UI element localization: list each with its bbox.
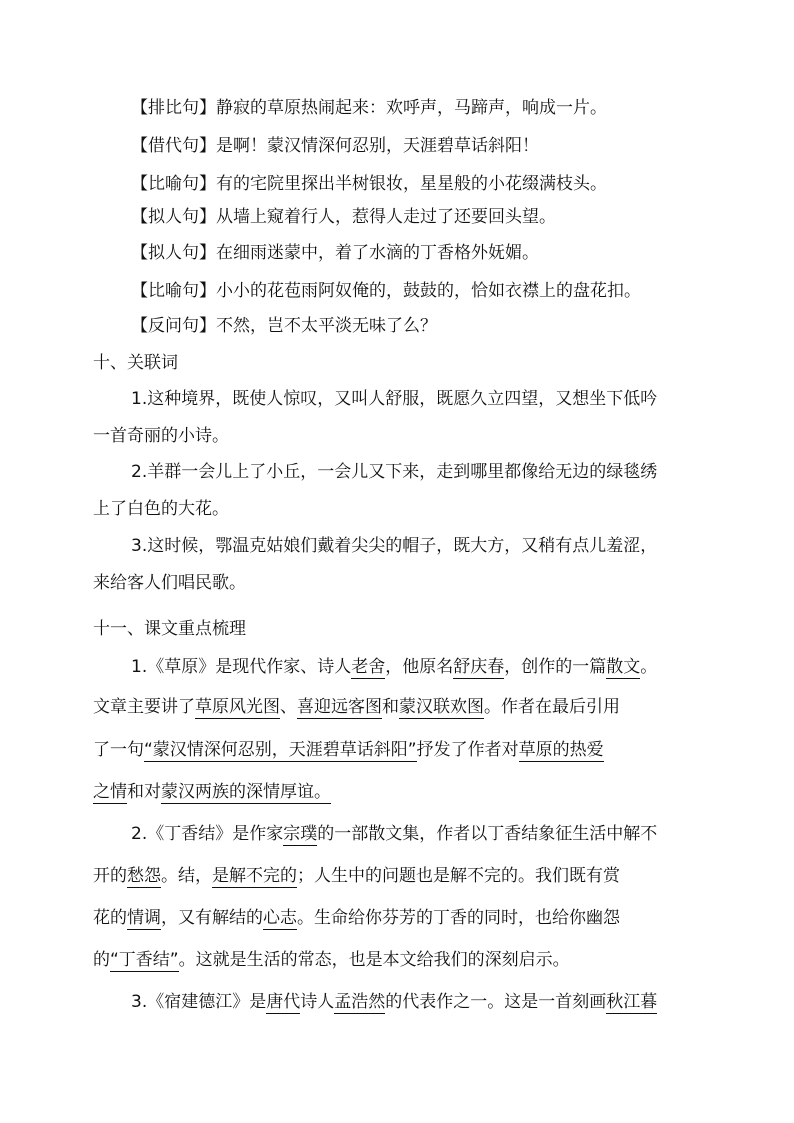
key-term: 喜迎远客图: [297, 697, 382, 717]
summary-3-line-1: [131, 990, 657, 1014]
text: ，创作的一篇: [504, 657, 607, 677]
section-10-title: 十、关联词: [93, 353, 178, 373]
key-term: 心志: [263, 908, 297, 928]
rhetoric-line-3: [131, 172, 607, 196]
rhetoric-tag: 【拟人句】: [131, 243, 216, 263]
rhetoric-line-1: [131, 96, 607, 120]
conjunction-item-1-line-2: 一首奇丽的小诗。: [93, 426, 229, 446]
key-term: 宗璞: [283, 824, 318, 844]
rhetoric-text: 在细雨迷蒙中，着了水滴的丁香格外妩媚。: [216, 243, 539, 263]
rhetoric-line-4: [131, 205, 556, 229]
rhetoric-text: 是啊！蒙汉情深何忍别，天涯碧草话斜阳！: [216, 136, 539, 156]
rhetoric-tag: 【比喻句】: [131, 281, 216, 301]
summary-1-line-2: [93, 695, 620, 719]
key-term: “蒙汉情深何忍别，天涯碧草话斜阳”: [144, 740, 417, 760]
rhetoric-tag: 【拟人句】: [131, 207, 216, 227]
summary-1-line-4: [93, 780, 331, 804]
text: 了一句: [93, 740, 144, 760]
rhetoric-text: 不然，岂不太平淡无味了么？: [216, 316, 437, 336]
key-term: 草原的热爱: [518, 740, 604, 760]
key-term: 情调: [127, 908, 161, 928]
conjunction-item-3-line-1: 3.这时候，鄂温克姑娘们戴着尖尖的帽子，既大方，又稍有点儿羞涩，: [131, 536, 658, 556]
key-term: 蒙汉两族的深情厚谊。: [161, 782, 331, 802]
text: 花的: [93, 908, 127, 928]
key-term: 唐代: [266, 992, 301, 1012]
conjunction-item-3-line-2: 来给客人们唱民歌。: [93, 573, 246, 593]
text: 2.《丁香结》是作家: [131, 824, 284, 844]
text: 。这就是生活的常态，也是本文给我们的深刻启示。: [178, 950, 570, 970]
text: ；人生中的问题也是解不完的。我们既有赏: [297, 866, 620, 886]
text: 3.《宿建德江》是: [131, 992, 267, 1012]
rhetoric-line-6: [131, 279, 641, 303]
rhetoric-tag: 【借代句】: [131, 136, 216, 156]
rhetoric-text: 小小的花苞雨阿奴俺的，鼓鼓的，恰如衣襟上的盘花扣。: [216, 281, 641, 301]
rhetoric-line-7: [131, 314, 437, 338]
summary-1-line-3: [93, 738, 604, 762]
rhetoric-tag: 【反问句】: [131, 316, 216, 336]
text: 和: [382, 697, 399, 717]
key-term: 秋江暮: [606, 992, 658, 1012]
key-term: 舒庆春: [453, 657, 505, 677]
text: 1.《草原》是现代作家、诗人: [131, 657, 352, 677]
rhetoric-tag: 【排比句】: [131, 98, 216, 118]
text: 和对: [127, 782, 161, 802]
rhetoric-text: 从墙上窥着行人，惹得人走过了还要回头望。: [216, 207, 556, 227]
key-term: 孟浩然: [334, 992, 386, 1012]
key-term: 之情: [93, 782, 127, 802]
rhetoric-text: 有的宅院里探出半树银妆，星星般的小花缀满枝头。: [216, 174, 607, 194]
summary-2-line-2: [93, 864, 620, 888]
summary-2-line-4: [93, 948, 570, 972]
rhetoric-text: 静寂的草原热闹起来：欢呼声，马蹄声，响成一片。: [216, 98, 607, 118]
text: 。作者在最后引用: [484, 697, 620, 717]
text: 开的: [93, 866, 127, 886]
text: 文章主要讲了: [93, 697, 195, 717]
text: 的一部散文集，作者以丁香结象征生活中解不: [317, 824, 658, 844]
summary-2-line-3: [93, 906, 620, 930]
key-term: 是解不完的: [212, 866, 297, 886]
key-term: 散文: [606, 657, 641, 677]
key-term: 蒙汉联欢图: [399, 697, 484, 717]
text: 。结，: [161, 866, 212, 886]
text: ，又有解结的: [161, 908, 263, 928]
summary-1-line-1: [131, 655, 657, 679]
text: 的代表作之一。这是一首刻画: [385, 992, 607, 1012]
rhetoric-tag: 【比喻句】: [131, 174, 216, 194]
rhetoric-line-2: [131, 134, 539, 158]
key-term: “丁香结”: [110, 950, 179, 970]
text: 诗人: [300, 992, 335, 1012]
text: 抒发了作者对: [416, 740, 519, 760]
summary-2-line-1: [131, 822, 657, 846]
key-term: 老舍: [351, 657, 386, 677]
conjunction-item-2-line-1: 2.羊群一会儿上了小丘，一会儿又下来，走到哪里都像给无边的绿毯绣: [131, 462, 658, 482]
text: ，他原名: [385, 657, 454, 677]
text: 的: [93, 950, 110, 970]
conjunction-item-1-line-1: 1.这种境界，既使人惊叹，又叫人舒服，既愿久立四望，又想坐下低吟: [131, 389, 658, 409]
text: 。: [640, 657, 658, 677]
rhetoric-line-5: [131, 241, 539, 265]
text: 。生命给你芬芳的丁香的同时，也给你幽怨: [297, 908, 620, 928]
key-term: 愁怨: [127, 866, 161, 886]
text: 、: [280, 697, 297, 717]
conjunction-item-2-line-2: 上了白色的大花。: [93, 499, 229, 519]
key-term: 草原风光图: [195, 697, 280, 717]
section-11-title: 十一、课文重点梳理: [93, 619, 246, 639]
